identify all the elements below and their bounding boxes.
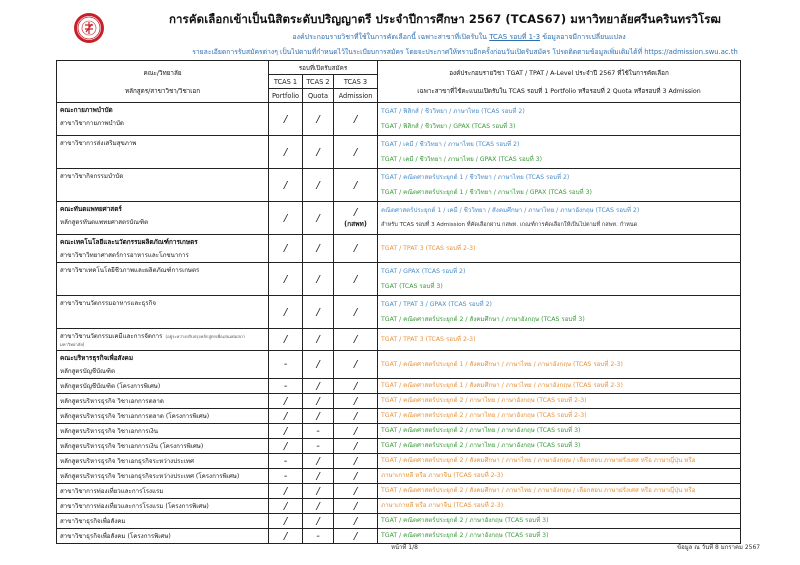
- program-name: หลักสูตรบริหารธุรกิจ วิชาเอกการตลาด: [60, 398, 164, 405]
- check-slash-icon: /: [283, 485, 288, 497]
- tcas3-mark: [334, 514, 378, 529]
- table-row: [57, 379, 741, 394]
- requirement-line: TGAT / คณิตศาสตร์ประยุกต์ 1 / สังคมศึกษา / ภาษาไทย / ภาษาอังกฤษ (TCAS รอบที่ 2-3): [381, 360, 623, 368]
- check-slash-icon: /: [283, 113, 288, 125]
- requirement-line: คณิตศาสตร์ประยุกต์ 1 / เคมี / ชีววิทยา / สังคมศึกษา / ภาษาไทย / ภาษาอังกฤษ (TCAS รอบที่ 2): [381, 207, 640, 214]
- check-slash-icon: /: [353, 410, 358, 422]
- requirements-cell: [378, 103, 741, 136]
- table-row: [57, 202, 741, 235]
- tcas1-mark: [269, 424, 303, 439]
- requirements-cell: [378, 379, 741, 394]
- program-name: สาขาวิชาเทคโนโลยีชีวภาพและผลิตภัณฑ์การเกษตร: [60, 267, 200, 274]
- tcas2-mark: [303, 379, 334, 394]
- table-row: [57, 499, 741, 514]
- check-slash-icon: /: [283, 410, 288, 422]
- header-faculty-label: คณะ/วิทยาลัย: [143, 69, 182, 77]
- check-slash-icon: /: [353, 243, 358, 254]
- program-cell: [57, 169, 269, 202]
- check-slash-icon: /: [353, 179, 358, 191]
- tcas3-mark: [334, 439, 378, 454]
- requirements-cell: [378, 136, 741, 169]
- check-slash-icon: /: [353, 334, 358, 345]
- tcas2-mark: [303, 469, 334, 484]
- check-slash-icon: /: [353, 113, 358, 125]
- check-slash-icon: /: [353, 380, 358, 392]
- requirements-cell: [378, 263, 741, 296]
- table-row: [57, 514, 741, 529]
- program-name: หลักสูตรบัญชีบัณฑิต: [60, 368, 115, 375]
- requirement-line: TGAT / คณิตศาสตร์ประยุกต์ 2 / สังคมศึกษา / ภาษาอังกฤษ (TCAS รอบที่ 3): [381, 316, 585, 323]
- requirements-cell: [378, 439, 741, 454]
- tcas2-mark: [303, 424, 334, 439]
- program-name: สาขาวิชาวิทยาศาสตร์การอาหารและโภชนาการ: [60, 252, 189, 259]
- tcas1-mark: [269, 409, 303, 424]
- program-cell: [57, 296, 269, 329]
- check-slash-icon: /: [316, 243, 320, 254]
- check-slash-icon: /: [316, 179, 320, 191]
- header-program-label: หลักสูตร/สาขาวิชา/วิชาเอก: [124, 87, 201, 95]
- page-title: การคัดเลือกเข้าเป็นนิสิตระดับปริญญาตรี ประจำปีการศึกษา 2567 (TCAS67) มหาวิทยาลัยศรีนครินทรวิโรฒ: [168, 12, 722, 26]
- requirement-line: ภาษาเกาหลี หรือ ภาษาจีน (TCAS รอบที่ 2-3): [381, 502, 504, 509]
- header-tcas2: TCAS 2: [303, 75, 334, 89]
- data-date: ข้อมูล ณ วันที่ 8 มกราคม 2567: [677, 544, 761, 551]
- requirement-line: TGAT / คณิตศาสตร์ประยุกต์ 2 / ภาษาไทย / ภาษาอังกฤษ (TCAS รอบที่ 2-3): [381, 397, 587, 404]
- tcas1-mark: [269, 394, 303, 409]
- check-slash-icon: /: [353, 455, 358, 467]
- check-slash-icon: /: [316, 306, 320, 318]
- tcas3-mark: [334, 329, 378, 351]
- requirements-cell: [378, 235, 741, 263]
- check-slash-icon: /: [316, 113, 320, 125]
- tcas-rounds-link[interactable]: TCAS รอบที่ 1-3: [489, 33, 541, 41]
- program-name: สาขาวิชานวัตกรรมเคมีและการจัดการ: [60, 333, 163, 340]
- requirement-line: TGAT / คณิตศาสตร์ประยุกต์ 2 / ภาษาอังกฤษ (TCAS รอบที่ 3): [381, 532, 549, 539]
- requirement-line: TGAT / คณิตศาสตร์ประยุกต์ 1 / ชีววิทยา / ภาษาไทย (TCAS รอบที่ 2): [381, 174, 570, 181]
- tcas1-mark: [269, 296, 303, 329]
- program-cell: [57, 329, 269, 351]
- program-name: หลักสูตรบริหารธุรกิจ วิชาเอกการเงิน (โครงการพิเศษ): [60, 443, 204, 450]
- tcas2-mark: [303, 409, 334, 424]
- requirements-cell: [378, 499, 741, 514]
- requirements-cell: [378, 424, 741, 439]
- tcas1-mark: [269, 454, 303, 469]
- requirement-line: TGAT / TPAT 3 (TCAS รอบที่ 2-3): [381, 245, 476, 252]
- dash-icon: -: [283, 455, 288, 467]
- program-cell: [57, 409, 269, 424]
- header-requirements-column: [378, 61, 741, 103]
- requirement-line: TGAT / TPAT 3 (TCAS รอบที่ 2-3): [381, 336, 476, 343]
- page-header: [0, 0, 800, 62]
- table-row: [57, 484, 741, 499]
- program-cell: [57, 136, 269, 169]
- tcas1-mark: [269, 439, 303, 454]
- requirement-line: TGAT / TPAT 3 / GPAX (TCAS รอบที่ 2): [381, 301, 492, 308]
- tcas3-mark: [334, 424, 378, 439]
- program-name: สาขาวิชาการท่องเที่ยวและการโรงแรม: [60, 488, 164, 495]
- table-row: [57, 235, 741, 263]
- check-slash-icon: /: [353, 395, 358, 407]
- table-row: [57, 329, 741, 351]
- tcas2-mark: [303, 235, 334, 263]
- check-slash-icon: /: [316, 410, 320, 422]
- dash-icon: -: [316, 440, 320, 452]
- program-cell: [57, 469, 269, 484]
- tcas2-mark: [303, 514, 334, 529]
- check-slash-icon: /: [316, 273, 320, 285]
- header-rounds: รอบที่เปิดรับสมัคร: [269, 61, 378, 75]
- requirement-line: TGAT / คณิตศาสตร์ประยุกต์ 2 / สังคมศึกษา / ภาษาไทย / ภาษาอังกฤษ / เลือกสอบ ภาษาฝรั่งเศส หรือ ภาษาญี่ปุ่น หรือ: [381, 487, 696, 494]
- program-name: สาขาวิชาธุรกิจเพื่อสังคม: [60, 518, 126, 525]
- header-req-line1: องค์ประกอบรายวิชา TGAT / TPAT / A-Level ประจำปี 2567 ที่ใช้ในการคัดเลือก: [449, 69, 669, 77]
- check-slash-icon: /: [283, 212, 288, 224]
- check-slash-icon: /: [316, 485, 320, 497]
- program-cell: [57, 439, 269, 454]
- tcas2-mark: [303, 529, 334, 544]
- check-slash-icon: /: [353, 273, 358, 285]
- program-cell: [57, 499, 269, 514]
- program-name: สาขาวิชาธุรกิจเพื่อสังคม (โครงการพิเศษ): [60, 533, 171, 540]
- tcas3-mark: [334, 296, 378, 329]
- tcas3-mark: [334, 103, 378, 136]
- tcas2-mark: [303, 103, 334, 136]
- requirements-cell: [378, 484, 741, 499]
- tcas3-mark: [334, 484, 378, 499]
- tcas3-mark: [334, 169, 378, 202]
- requirements-cell: [378, 351, 741, 379]
- tcas1-mark: [269, 514, 303, 529]
- check-slash-icon: /: [316, 359, 320, 370]
- program-name: สาขาวิชานวัตกรรมอาหารและธุรกิจ: [60, 300, 156, 307]
- program-name: สาขาวิชาการส่งเสริมสุขภาพ: [60, 140, 137, 147]
- tcas1-mark: [269, 103, 303, 136]
- tcas1-mark: [269, 263, 303, 296]
- check-slash-icon: /: [316, 500, 320, 512]
- tcas3-mark: [334, 529, 378, 544]
- requirements-cell: [378, 514, 741, 529]
- requirement-line: TGAT / คณิตศาสตร์ประยุกต์ 2 / ภาษาไทย / ภาษาอังกฤษ (TCAS รอบที่ 2-3): [381, 412, 587, 419]
- check-slash-icon: /: [316, 212, 320, 224]
- requirements-cell: [378, 329, 741, 351]
- check-slash-icon: /: [353, 485, 358, 497]
- dash-icon: -: [316, 425, 320, 437]
- tcas3-mark: [334, 351, 378, 379]
- program-cell: [57, 103, 269, 136]
- program-cell: [57, 379, 269, 394]
- table-row: [57, 351, 741, 379]
- tcas1-mark: [269, 469, 303, 484]
- tcas1-mark: [269, 329, 303, 351]
- dash-icon: -: [283, 380, 288, 392]
- admission-notice: รายละเอียดการรับสมัครต่างๆ เป็นไปตามที่กำหนดไว้ในระเบียบการสมัคร โดยจะประกาศให้ทราบอีกครั้งก่อนวันเปิดรับสมัคร โปรดติดตามข้อมูลเพิ่มเติมได้ที่ https://admission.swu.ac.th: [192, 48, 738, 56]
- header-tcas3: TCAS 3: [334, 75, 378, 89]
- tcas3-mark: [334, 263, 378, 296]
- program-cell: [57, 529, 269, 544]
- program-name: หลักสูตรบริหารธุรกิจ วิชาเอกธุรกิจระหว่างประเทศ: [60, 458, 194, 465]
- program-name: สาขาวิชากิจกรรมบำบัด: [60, 173, 124, 180]
- table-row: [57, 469, 741, 484]
- tcas2-mark: [303, 202, 334, 235]
- check-slash-icon: /: [353, 425, 358, 437]
- check-slash-icon: /: [283, 243, 288, 254]
- faculty-name: คณะทันตแพทยศาสตร์: [60, 205, 122, 213]
- check-slash-icon: /: [283, 273, 288, 285]
- requirements-cell: [378, 454, 741, 469]
- requirement-line: TGAT / เคมี / ชีววิทยา / ภาษาไทย / GPAX (TCAS รอบที่ 3): [381, 156, 543, 163]
- program-cell: [57, 202, 269, 235]
- check-slash-icon: /: [353, 146, 358, 158]
- check-slash-icon: /: [283, 500, 288, 512]
- program-cell: [57, 514, 269, 529]
- requirement-line: TGAT / คณิตศาสตร์ประยุกต์ 2 / ภาษาอังกฤษ (TCAS รอบที่ 3): [381, 517, 549, 524]
- program-name: สาขาวิชาการท่องเที่ยวและการโรงแรม (โครงการพิเศษ): [60, 503, 209, 510]
- requirement-line: TGAT / คณิตศาสตร์ประยุกต์ 1 / ชีววิทยา / ภาษาไทย / GPAX (TCAS รอบที่ 3): [381, 189, 592, 196]
- check-slash-icon: /: [316, 380, 320, 392]
- tcas1-mark: [269, 379, 303, 394]
- tcas2-mark: [303, 169, 334, 202]
- tcas2-mark: [303, 499, 334, 514]
- program-cell: [57, 394, 269, 409]
- tcas2-mark: [303, 263, 334, 296]
- tcas1-mark: [269, 136, 303, 169]
- program-name: หลักสูตรบัญชีบัณฑิต (โครงการพิเศษ): [60, 383, 161, 390]
- check-slash-icon: /: [283, 179, 288, 191]
- faculty-name: คณะบริหารธุรกิจเพื่อสังคม: [60, 354, 134, 362]
- header-portfolio: Portfolio: [269, 89, 303, 103]
- tcas3-mark: [334, 235, 378, 263]
- tcas1-mark: [269, 202, 303, 235]
- requirement-line: TGAT / เคมี / ชีววิทยา / ภาษาไทย (TCAS รอบที่ 2): [381, 141, 520, 148]
- tcas3-mark: [334, 202, 378, 235]
- page-number: หน้าที่ 1/8: [391, 544, 418, 551]
- check-slash-icon: /: [283, 440, 288, 452]
- table-row: [57, 439, 741, 454]
- check-slash-icon: /: [353, 500, 358, 512]
- requirements-cell: [378, 409, 741, 424]
- requirement-line: TGAT / ฟิสิกส์ / ชีววิทยา / GPAX (TCAS รอบที่ 3): [381, 123, 516, 130]
- tcas3-mark: [334, 379, 378, 394]
- tcas2-mark: [303, 296, 334, 329]
- requirement-line: TGAT / ฟิสิกส์ / ชีววิทยา / ภาษาไทย (TCAS รอบที่ 2): [381, 108, 525, 115]
- tcas3-mark: [334, 394, 378, 409]
- check-slash-icon: /: [353, 207, 358, 218]
- requirements-cell: [378, 469, 741, 484]
- check-slash-icon: /: [283, 395, 288, 407]
- check-slash-icon: /: [316, 470, 320, 482]
- admission-note: (กสพท): [344, 220, 367, 228]
- tcas1-mark: [269, 484, 303, 499]
- program-cell: [57, 351, 269, 379]
- program-name: หลักสูตรบริหารธุรกิจ วิชาเอกการเงิน: [60, 428, 158, 435]
- requirement-line: TGAT / คณิตศาสตร์ประยุกต์ 2 / สังคมศึกษา / ภาษาไทย / ภาษาอังกฤษ / เลือกสอบ ภาษาฝรั่งเศส หรือ ภาษาญี่ปุ่น หรือ: [381, 457, 696, 464]
- tcas3-mark: [334, 454, 378, 469]
- program-name: หลักสูตรบริหารธุรกิจ วิชาเอกการตลาด (โครงการพิเศษ): [60, 413, 210, 420]
- check-slash-icon: /: [316, 146, 320, 158]
- check-slash-icon: /: [353, 440, 358, 452]
- header-tcas1: TCAS 1: [269, 75, 303, 89]
- header-req-line2: เฉพาะสาขาที่ใช้คะแนนเปิดรับใน TCAS รอบที่ 1 Portfolio หรือรอบที่ 2 Quota หรือรอบที่ 3 Admission: [417, 87, 701, 95]
- header-quota: Quota: [303, 89, 334, 103]
- requirements-cell: [378, 296, 741, 329]
- program-note: (อยู่ระหว่างปรับปรุงหลักสูตรเพื่อเสนอต่อสภามหาวิทยาลัย): [60, 334, 245, 347]
- dash-icon: -: [316, 530, 320, 542]
- tcas2-mark: [303, 454, 334, 469]
- faculty-name: คณะเทคโนโลยีและนวัตกรรมผลิตภัณฑ์การเกษตร: [60, 238, 198, 246]
- check-slash-icon: /: [316, 455, 320, 467]
- check-slash-icon: /: [283, 530, 288, 542]
- table-row: [57, 394, 741, 409]
- check-slash-icon: /: [316, 395, 320, 407]
- requirement-line: TGAT / คณิตศาสตร์ประยุกต์ 2 / ภาษาไทย / ภาษาอังกฤษ (TCAS รอบที่ 3): [381, 442, 581, 449]
- check-slash-icon: /: [283, 515, 288, 527]
- header-admission: Admission: [334, 89, 378, 103]
- tcas3-mark: [334, 136, 378, 169]
- check-slash-icon: /: [283, 306, 288, 318]
- check-slash-icon: /: [353, 359, 358, 370]
- table-row: [57, 169, 741, 202]
- table-row: [57, 454, 741, 469]
- requirements-cell: [378, 394, 741, 409]
- program-cell: [57, 235, 269, 263]
- table-row: [57, 424, 741, 439]
- table-row: [57, 136, 741, 169]
- check-slash-icon: /: [353, 470, 358, 482]
- tcas1-mark: [269, 235, 303, 263]
- tcas2-mark: [303, 439, 334, 454]
- requirements-cell: [378, 169, 741, 202]
- tcas3-mark: [334, 469, 378, 484]
- check-slash-icon: /: [353, 306, 358, 318]
- subtitle-prefix: องค์ประกอบรายวิชาที่ใช้ในการคัดเลือกนี้ เฉพาะสาขาที่เปิดรับใน: [292, 33, 490, 41]
- program-name: หลักสูตรบริหารธุรกิจ วิชาเอกธุรกิจระหว่างประเทศ (โครงการพิเศษ): [60, 473, 240, 480]
- tcas1-mark: [269, 529, 303, 544]
- program-name: หลักสูตรทันตแพทยศาสตรบัณฑิต: [60, 219, 149, 226]
- tcas2-mark: [303, 394, 334, 409]
- tcas3-mark: [334, 499, 378, 514]
- check-slash-icon: /: [283, 146, 288, 158]
- program-cell: [57, 424, 269, 439]
- requirement-line: TGAT / GPAX (TCAS รอบที่ 2): [381, 268, 466, 275]
- table-row: [57, 296, 741, 329]
- table-row: [57, 409, 741, 424]
- tcas1-mark: [269, 499, 303, 514]
- tcas2-mark: [303, 351, 334, 379]
- admission-table: [56, 60, 741, 544]
- header-program-column: [57, 61, 269, 103]
- requirement-line: TGAT / คณิตศาสตร์ประยุกต์ 2 / ภาษาไทย / ภาษาอังกฤษ (TCAS รอบที่ 3): [381, 427, 581, 434]
- program-cell: [57, 263, 269, 296]
- subtitle-suffix: ข้อมูลอาจมีการเปลี่ยนแปลง: [540, 33, 626, 41]
- requirement-line: TGAT (TCAS รอบที่ 3): [381, 283, 443, 290]
- page-subtitle: [0, 32, 800, 43]
- dash-icon: -: [283, 470, 288, 482]
- tcas2-mark: [303, 484, 334, 499]
- dash-icon: -: [283, 359, 288, 370]
- check-slash-icon: /: [283, 425, 288, 437]
- requirement-line: ภาษาเกาหลี หรือ ภาษาจีน (TCAS รอบที่ 2-3): [381, 472, 504, 479]
- faculty-name: คณะกายภาพบำบัด: [60, 106, 113, 114]
- check-slash-icon: /: [353, 515, 358, 527]
- tcas1-mark: [269, 351, 303, 379]
- tcas2-mark: [303, 136, 334, 169]
- check-slash-icon: /: [316, 515, 320, 527]
- check-slash-icon: /: [316, 334, 320, 345]
- program-name: สาขาวิชากายภาพบำบัด: [60, 120, 124, 127]
- requirement-line: สำหรับ TCAS รอบที่ 3 Admission ที่คัดเลือกผ่าน กสพท. เกณฑ์การคัดเลือกให้เป็นไปตามที่ กสพท. กำหนด: [381, 222, 638, 228]
- check-slash-icon: /: [283, 334, 288, 345]
- tcas3-mark: [334, 409, 378, 424]
- table-body: [57, 103, 741, 544]
- table-row: [57, 103, 741, 136]
- check-slash-icon: /: [353, 530, 358, 542]
- table-row: [57, 263, 741, 296]
- tcas1-mark: [269, 169, 303, 202]
- requirements-cell: [378, 202, 741, 235]
- requirement-line: TGAT / คณิตศาสตร์ประยุกต์ 1 / สังคมศึกษา / ภาษาไทย / ภาษาอังกฤษ (TCAS รอบที่ 2-3): [381, 382, 623, 389]
- tcas2-mark: [303, 329, 334, 351]
- program-cell: [57, 484, 269, 499]
- program-cell: [57, 454, 269, 469]
